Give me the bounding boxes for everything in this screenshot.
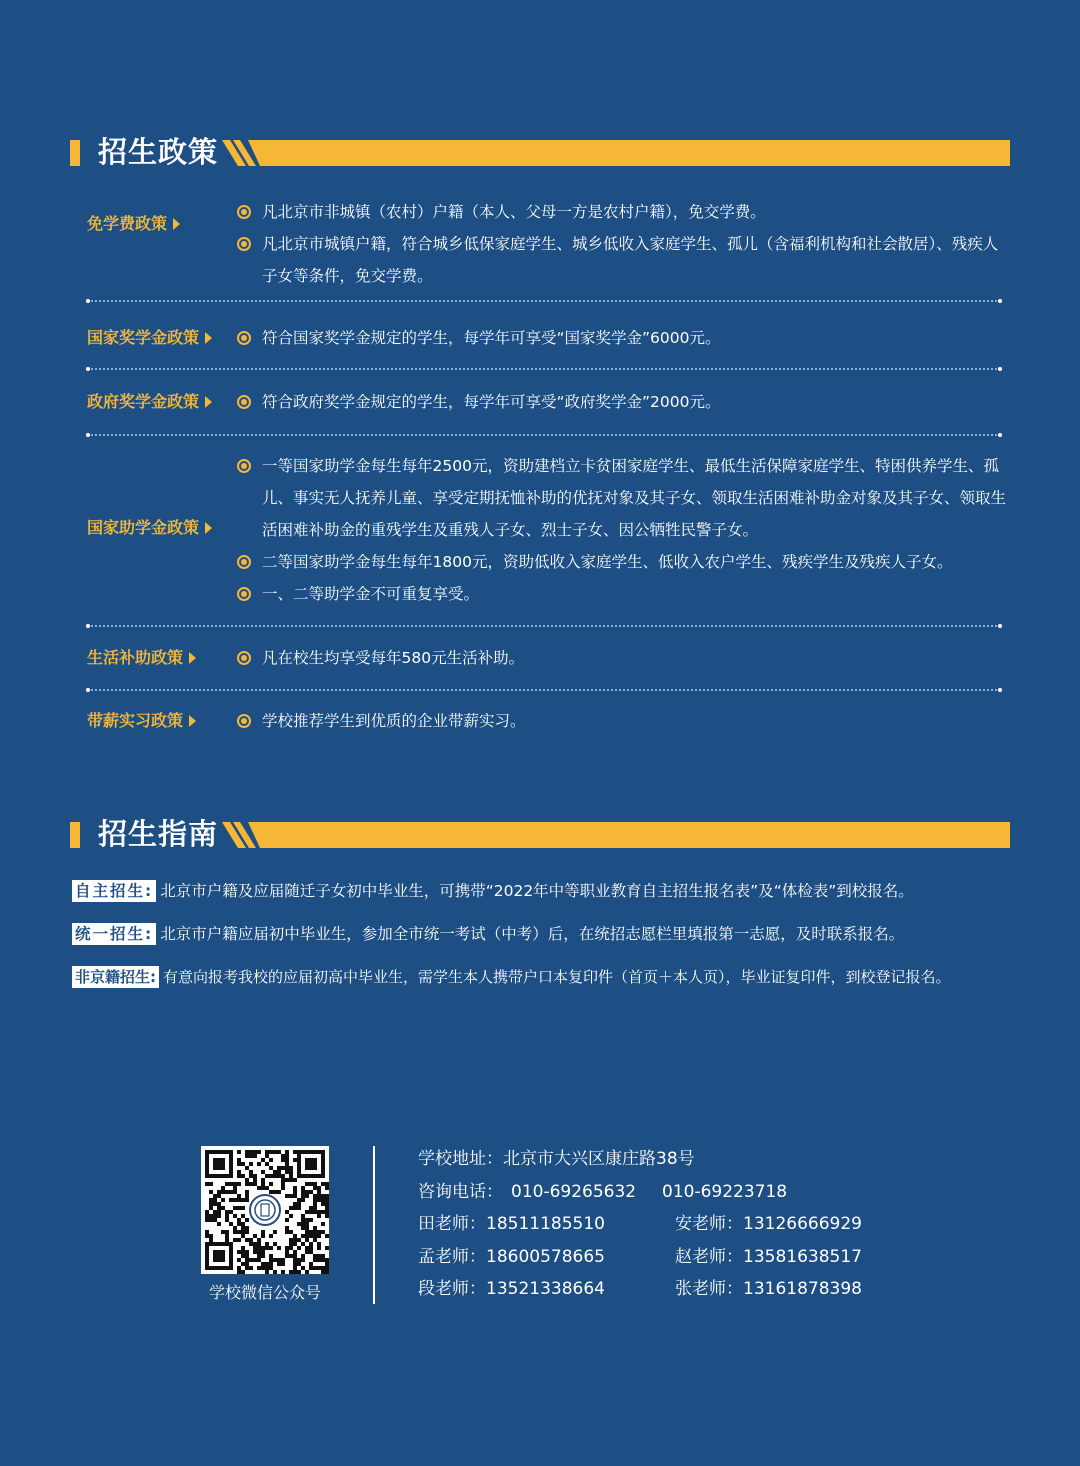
policy-items — [236, 386, 1006, 418]
teacher-contact: 张老师：13161878398 — [675, 1279, 862, 1299]
triangle-right-icon — [205, 396, 212, 408]
qr-caption: 学校微信公众号 — [208, 1283, 321, 1302]
policy-items — [236, 705, 1006, 737]
divider — [88, 689, 1000, 691]
target-bullet-icon — [237, 555, 251, 569]
guide-line-non-beijing — [72, 966, 1032, 988]
phone-label: 咨询电话： — [418, 1182, 503, 1202]
policy-label: 生活补助政策 — [87, 646, 196, 670]
teacher-contact: 赵老师：13581638517 — [675, 1247, 862, 1267]
policy-item: 符合国家奖学金规定的学生，每学年可享受“国家奖学金”6000元。 — [236, 322, 1006, 354]
triangle-right-icon — [189, 652, 196, 664]
school-address: 学校地址：北京市大兴区康庄路38号 — [418, 1149, 695, 1169]
teacher-contact: 田老师：18511185510 — [418, 1214, 605, 1234]
policy-item: 凡北京市非城镇（农村）户籍（本人、父母一方是农村户籍），免交学费。 — [236, 196, 1006, 228]
teacher-contact: 孟老师：18600578665 — [418, 1247, 605, 1267]
policy-section-header — [70, 136, 1010, 170]
policy-items — [236, 450, 1006, 610]
triangle-right-icon — [173, 218, 180, 230]
policy-item: 一等国家助学金每生每年2500元，资助建档立卡贫困家庭学生、最低生活保障家庭学生、特困供养学生、孤儿、事实无人抚养儿童、享受定期抚恤补助的优抚对象及其子女、领取生活困难补助金对象及其子女、领取生活困难补助金的重残学生及重残人子女、烈士子女、因公牺牲民警子女。 — [236, 450, 1006, 546]
policy-label: 带薪实习政策 — [87, 709, 196, 733]
target-bullet-icon — [237, 651, 251, 665]
phone-number-2: 010-69223718 — [662, 1182, 788, 1202]
guide-tag: 统一招生: — [72, 923, 156, 945]
policy-label: 国家助学金政策 — [87, 516, 212, 540]
divider — [88, 300, 1000, 302]
triangle-right-icon — [205, 522, 212, 534]
policy-item: 一、二等助学金不可重复享受。 — [236, 578, 1006, 610]
guide-text: 有意向报考我校的应届初高中毕业生，需学生本人携带户口本复印件（首页＋本人页），毕业证复印件，到校登记报名。 — [163, 968, 951, 986]
policy-label: 免学费政策 — [87, 212, 180, 236]
policy-items — [236, 196, 1006, 292]
vertical-divider — [373, 1146, 375, 1304]
divider — [88, 625, 1000, 627]
target-bullet-icon — [237, 714, 251, 728]
policy-items — [236, 322, 1006, 354]
guide-tag: 非京籍招生: — [72, 966, 159, 988]
wechat-qr-code — [201, 1146, 329, 1274]
header-decorative-bar — [220, 140, 1010, 166]
teacher-contact: 安老师：13126666929 — [675, 1214, 862, 1234]
header-decorative-bar — [220, 822, 1010, 848]
guide-text: 北京市户籍及应届随迁子女初中毕业生，可携带“2022年中等职业教育自主招生报名表”及“体检表”到校报名。 — [160, 882, 914, 900]
triangle-right-icon — [205, 332, 212, 344]
policy-items — [236, 642, 1006, 674]
policy-item: 符合政府奖学金规定的学生，每学年可享受“政府奖学金”2000元。 — [236, 386, 1006, 418]
guide-tag: 自主招生: — [72, 880, 156, 902]
triangle-right-icon — [189, 715, 196, 727]
guide-text: 北京市户籍应届初中毕业生，参加全市统一考试（中考）后，在统招志愿栏里填报第一志愿，及时联系报名。 — [160, 925, 905, 943]
policy-item: 凡北京市城镇户籍，符合城乡低保家庭学生、城乡低收入家庭学生、孤儿（含福利机构和社会散居）、残疾人子女等条件，免交学费。 — [236, 228, 1006, 292]
policy-section-title: 招生政策 — [98, 135, 219, 169]
target-bullet-icon — [237, 395, 251, 409]
target-bullet-icon — [237, 331, 251, 345]
target-bullet-icon — [237, 237, 251, 251]
policy-label: 政府奖学金政策 — [87, 390, 212, 414]
teacher-contact: 段老师：13521338664 — [418, 1279, 605, 1299]
target-bullet-icon — [237, 587, 251, 601]
divider — [88, 368, 1000, 370]
policy-item: 学校推荐学生到优质的企业带薪实习。 — [236, 705, 1006, 737]
policy-label: 国家奖学金政策 — [87, 326, 212, 350]
target-bullet-icon — [237, 459, 251, 473]
policy-item: 二等国家助学金每生每年1800元，资助低收入家庭学生、低收入农户学生、残疾学生及残疾人子女。 — [236, 546, 1006, 578]
divider — [88, 434, 1000, 436]
guide-line-independent — [72, 880, 1032, 902]
guide-line-unified — [72, 923, 1032, 945]
policy-item: 凡在校生均享受每年580元生活补助。 — [236, 642, 1006, 674]
phone-number-1: 010-69265632 — [511, 1182, 637, 1202]
header-accent-mark — [70, 822, 80, 848]
target-bullet-icon — [237, 205, 251, 219]
guide-section-header — [70, 818, 1010, 852]
header-accent-mark — [70, 140, 80, 166]
guide-section-title: 招生指南 — [98, 817, 219, 851]
